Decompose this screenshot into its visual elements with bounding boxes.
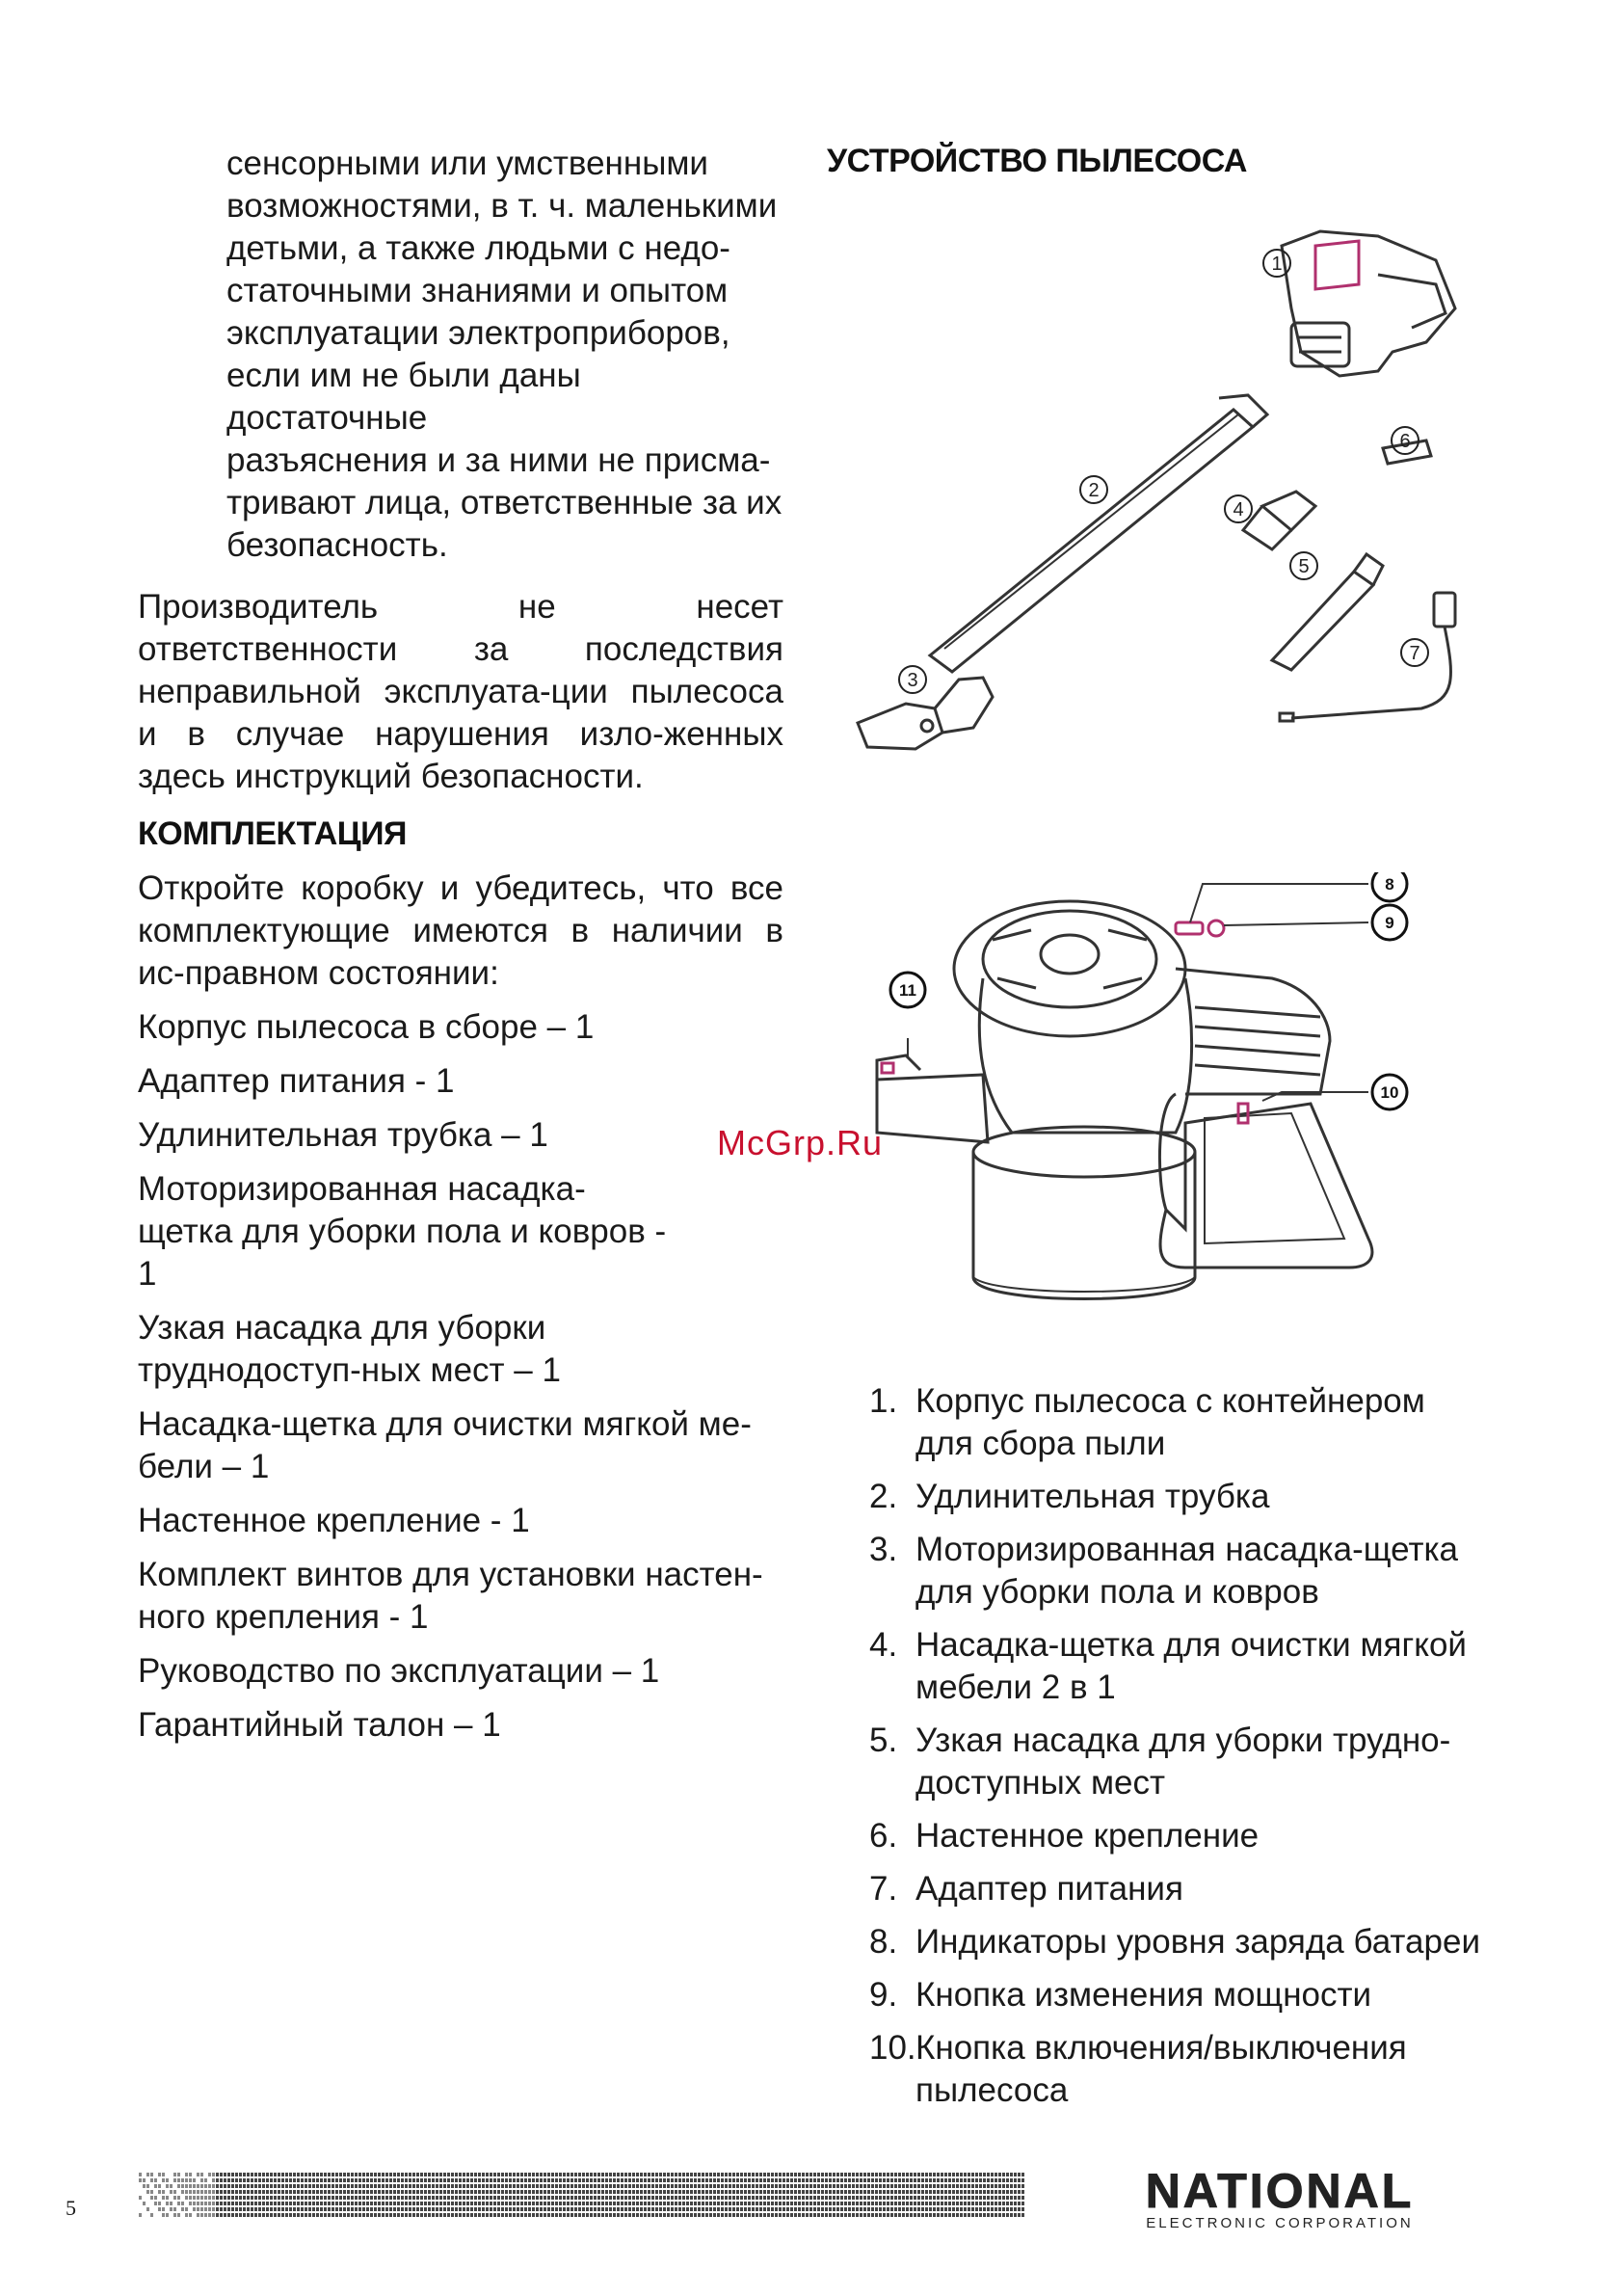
list-item bbox=[869, 1529, 1486, 1614]
list-item bbox=[869, 1815, 1486, 1857]
intro-line: сенсорными или умственными bbox=[226, 145, 708, 182]
callout-5: 5 bbox=[1298, 556, 1310, 577]
kit-item: Моторизированная насадка-щетка для уборки пола и ковров - 1 bbox=[138, 1170, 667, 1293]
callout-6: 6 bbox=[1399, 431, 1411, 452]
list-label: Кнопка изменения мощности bbox=[915, 1976, 1372, 2014]
list-item bbox=[869, 1720, 1486, 1804]
intro-line: статочными знаниями и опытом bbox=[226, 272, 729, 309]
list-label: Адаптер питания bbox=[915, 1870, 1183, 1908]
callout-7: 7 bbox=[1409, 643, 1420, 664]
brand-subtitle: ELECTRONIC CORPORATION bbox=[1146, 2215, 1414, 2231]
list-item bbox=[869, 1868, 1486, 1910]
kit-heading: КОМПЛЕКТАЦИЯ bbox=[138, 815, 407, 852]
kit-item: Узкая насадка для уборки труднодоступ-ных мест – 1 bbox=[138, 1309, 561, 1389]
kit-item: Настенное крепление - 1 bbox=[138, 1502, 530, 1539]
liability-paragraph: Производитель не несет ответственности за последствия неправильной эксплуата-ции пылесоса и в случае нарушения изло-женных здесь инструкций безопасности. bbox=[138, 588, 783, 795]
list-item bbox=[869, 1921, 1486, 1963]
kit-item: Руководство по эксплуатации – 1 bbox=[138, 1652, 660, 1690]
list-number: 3. bbox=[869, 1531, 898, 1568]
brand-logo bbox=[1087, 2164, 1472, 2232]
list-number: 6. bbox=[869, 1817, 898, 1855]
device-heading: УСТРОЙСТВО ПЫЛЕСОСА bbox=[827, 143, 1247, 179]
list-label: Индикаторы уровня заряда батареи bbox=[915, 1923, 1480, 1961]
list-label: Насадка-щетка для очистки мягкой мебели 2 в 1 bbox=[915, 1626, 1467, 1706]
part-adapter-illustration bbox=[1280, 593, 1455, 721]
callout-10: 10 bbox=[1380, 1083, 1399, 1102]
part-body-illustration bbox=[1282, 231, 1455, 376]
kit-item: Удлинительная трубка – 1 bbox=[138, 1116, 548, 1154]
list-item bbox=[869, 1974, 1486, 2016]
list-label: Настенное крепление bbox=[915, 1817, 1260, 1855]
list-label: Узкая насадка для уборки трудно-доступных мест bbox=[915, 1722, 1451, 1802]
kit-item: Комплект винтов для установки настен-ного крепления - 1 bbox=[138, 1556, 763, 1636]
callout-2: 2 bbox=[1088, 480, 1100, 501]
callout-8: 8 bbox=[1385, 875, 1394, 894]
parts-list bbox=[869, 1380, 1486, 2122]
part-soft-brush-illustration bbox=[1243, 492, 1315, 549]
callout-1: 1 bbox=[1271, 254, 1283, 275]
kit-item: Насадка-щетка для очистки мягкой ме-бели – 1 bbox=[138, 1405, 752, 1485]
intro-line: тривают лица, ответственные за их bbox=[226, 484, 782, 521]
kit-section bbox=[138, 868, 783, 1758]
kit-intro: Откройте коробку и убедитесь, что все комплектующие имеются в наличии в ис-правном состоянии: bbox=[138, 869, 783, 992]
page-number: 5 bbox=[66, 2196, 76, 2220]
part-crevice-tool-illustration bbox=[1272, 554, 1383, 670]
list-number: 5. bbox=[869, 1722, 898, 1759]
intro-line: эксплуатации электроприборов, bbox=[226, 314, 730, 352]
kit-item: Гарантийный талон – 1 bbox=[138, 1706, 501, 1744]
list-item bbox=[869, 2027, 1486, 2112]
intro-line: детьми, а также людьми с недо- bbox=[226, 229, 730, 267]
intro-line: если им не были даны достаточные bbox=[226, 357, 581, 437]
list-label: Моторизированная насадка-щетка для уборки пола и ковров bbox=[915, 1531, 1459, 1611]
watermark: McGrp.Ru bbox=[717, 1123, 884, 1162]
list-item bbox=[869, 1476, 1486, 1518]
callout-3: 3 bbox=[907, 670, 918, 691]
list-number: 8. bbox=[869, 1923, 898, 1961]
callout-9: 9 bbox=[1385, 914, 1394, 932]
body-figure bbox=[867, 872, 1484, 1325]
list-label: Удлинительная трубка bbox=[915, 1478, 1270, 1515]
list-number: 4. bbox=[869, 1626, 898, 1664]
brand-name: NATIONAL bbox=[1145, 2164, 1415, 2218]
list-item bbox=[869, 1380, 1486, 1465]
callout-4: 4 bbox=[1233, 499, 1244, 521]
intro-line: безопасность. bbox=[226, 526, 448, 564]
list-label: Корпус пылесоса с контейнером для сбора пыли bbox=[915, 1382, 1425, 1462]
kit-item: Корпус пылесоса в сборе – 1 bbox=[138, 1008, 595, 1046]
parts-figure bbox=[838, 217, 1494, 776]
footer-dot-pattern bbox=[135, 2169, 1026, 2222]
part-floor-brush-illustration bbox=[858, 678, 993, 749]
list-number: 7. bbox=[869, 1870, 898, 1908]
part-tube-illustration bbox=[930, 395, 1267, 672]
intro-line: возможностями, в т. ч. маленькими bbox=[226, 187, 778, 225]
intro-paragraph bbox=[226, 143, 785, 567]
callout-11: 11 bbox=[899, 981, 916, 1000]
kit-item: Адаптер питания - 1 bbox=[138, 1062, 455, 1100]
list-number: 10. bbox=[869, 2029, 916, 2067]
intro-line: разъяснения и за ними не присма- bbox=[226, 441, 771, 479]
list-label: Кнопка включения/выключения пылесоса bbox=[915, 2029, 1407, 2109]
list-number: 1. bbox=[869, 1382, 898, 1420]
list-number: 2. bbox=[869, 1478, 898, 1515]
list-item bbox=[869, 1624, 1486, 1709]
list-number: 9. bbox=[869, 1976, 898, 2014]
